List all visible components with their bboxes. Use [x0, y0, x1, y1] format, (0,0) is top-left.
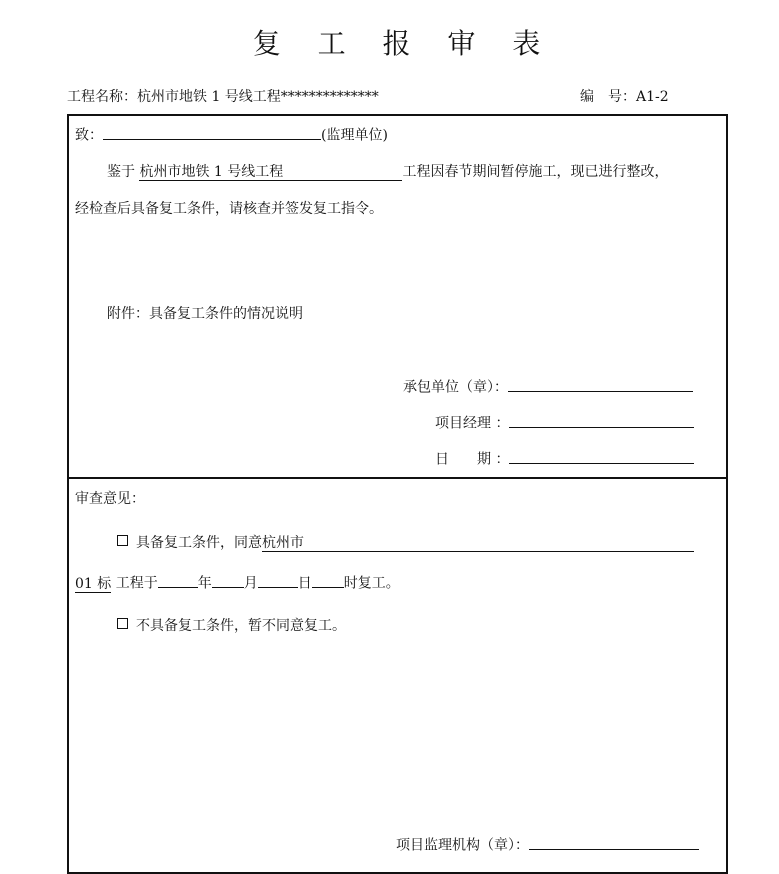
form-title: 复 工 报 审 表: [252, 27, 555, 60]
project-name-row: [67, 86, 379, 106]
date-row: [435, 448, 694, 469]
hour-label: 时复工。: [343, 575, 400, 592]
contractor-row: [403, 376, 693, 397]
attachment-note: 附件：具备复工条件的情况说明: [107, 306, 303, 322]
year-field[interactable]: [158, 572, 198, 588]
manager-field[interactable]: [509, 412, 694, 428]
supervisor-unit-field[interactable]: [103, 124, 321, 140]
section-text: 01 标: [75, 575, 112, 592]
project-name-value: 杭州市地铁 1 号线工程**************: [137, 89, 379, 105]
reject-row: [117, 615, 346, 635]
hour-field[interactable]: [312, 572, 344, 588]
date-label: 日 期 ：: [435, 451, 510, 468]
form-frame: [67, 114, 728, 874]
month-field[interactable]: [212, 572, 244, 588]
supervision-org-field[interactable]: [529, 834, 699, 850]
day-field[interactable]: [258, 572, 298, 588]
given-project-field[interactable]: [139, 164, 402, 181]
reject-checkbox[interactable]: [117, 618, 128, 629]
review-heading: 审查意见：: [75, 491, 145, 507]
approve-label: 具备复工条件，同意: [136, 535, 262, 551]
date-field[interactable]: [509, 448, 694, 464]
day-label: 日: [297, 575, 312, 592]
section-field[interactable]: [75, 576, 111, 593]
given-prefix: 鉴于: [107, 164, 135, 180]
approve-row: [117, 532, 694, 552]
form-number-label: 编 号：: [580, 89, 636, 105]
section-divider: [67, 477, 728, 479]
year-label: 年: [197, 575, 212, 592]
addressee-suffix: (监理单位): [321, 127, 388, 144]
form-number-value: A1-2: [636, 89, 669, 105]
reject-label: 不具备复工条件，暂不同意复工。: [136, 618, 346, 634]
supervision-org-row: [396, 834, 699, 855]
resume-date-row: [75, 572, 400, 593]
manager-row: [435, 412, 694, 433]
manager-label: 项目经理 ：: [435, 415, 510, 432]
approve-checkbox[interactable]: [117, 535, 128, 546]
project-name-label: 工程名称：: [67, 89, 137, 105]
addressee-label: 致：: [75, 127, 103, 144]
form-number-row: [580, 86, 669, 106]
contractor-field[interactable]: [508, 376, 693, 392]
supervision-org-label: 项目监理机构（章）：: [396, 837, 529, 854]
month-label: 月: [243, 575, 258, 592]
approve-project: 杭州市: [262, 535, 304, 551]
given-row: [107, 161, 668, 181]
given-text: 工程因春节期间暂停施工，现已进行整改，: [402, 164, 669, 180]
approve-project-field[interactable]: [262, 535, 694, 552]
contractor-label: 承包单位（章）：: [403, 379, 508, 396]
given-text-line2: 经检查后具备复工条件，请核查并签发复工指令。: [75, 201, 383, 217]
given-project: 杭州市地铁 1 号线工程: [139, 164, 284, 180]
addressee-row: [75, 124, 388, 145]
resume-prefix: 工程于: [115, 575, 158, 592]
